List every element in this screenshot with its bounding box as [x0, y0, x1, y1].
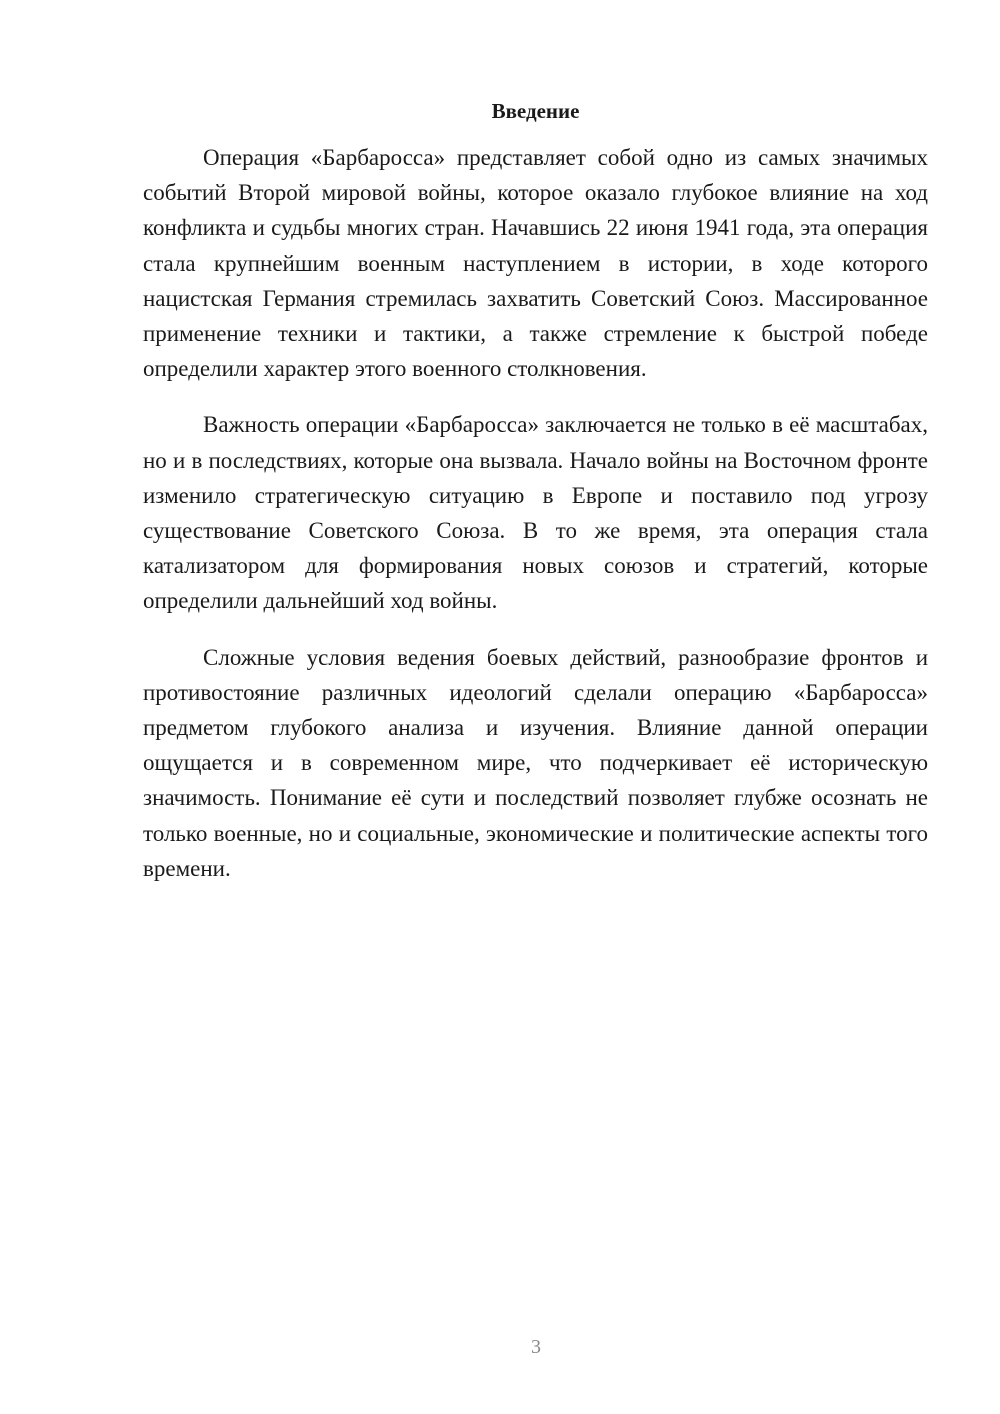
section-title: Введение — [491, 99, 580, 123]
paragraph-3: Сложные условия ведения боевых действий, разнообразие фронтов и противостояние различных идеологий сделали операцию «Барбаросса» предметом глубокого анализа и изучения. Влияние данной операции ощущается и в современном мире, что подчеркивает её историческую значимость. Понимание её сути и последствий позволяет глубже осознать не только военные, но и социальные, экономические и политические аспекты того времени. — [143, 644, 928, 881]
paragraph-2: Важность операции «Барбаросса» заключается не только в её масштабах, но и в последствиях, которые она вызвала. Начало войны на Восточном фронте изменило стратегическую ситуацию в Европе и поставило под угрозу существование Советского Союза. В то же время, эта операция стала катализатором для формирования новых союзов и стратегий, которые определили дальнейший ход войны. — [143, 412, 928, 614]
paragraph-1: Операция «Барбаросса» представляет собой одно из самых значимых событий Второй мировой войны, которое оказало глубокое влияние на ход конфликта и судьбы многих стран. Начавшись 22 июня 1941 года, эта операция стала крупнейшим военным наступлением в истории, в ходе которого нацистская Германия стремилась захватить Советский Союз. Массированное применение техники и тактики, а также стремление к быстрой победе определили характер этого военного столкновения. — [143, 145, 928, 382]
page-number: 3 — [531, 1336, 541, 1358]
body-text — [143, 140, 928, 886]
